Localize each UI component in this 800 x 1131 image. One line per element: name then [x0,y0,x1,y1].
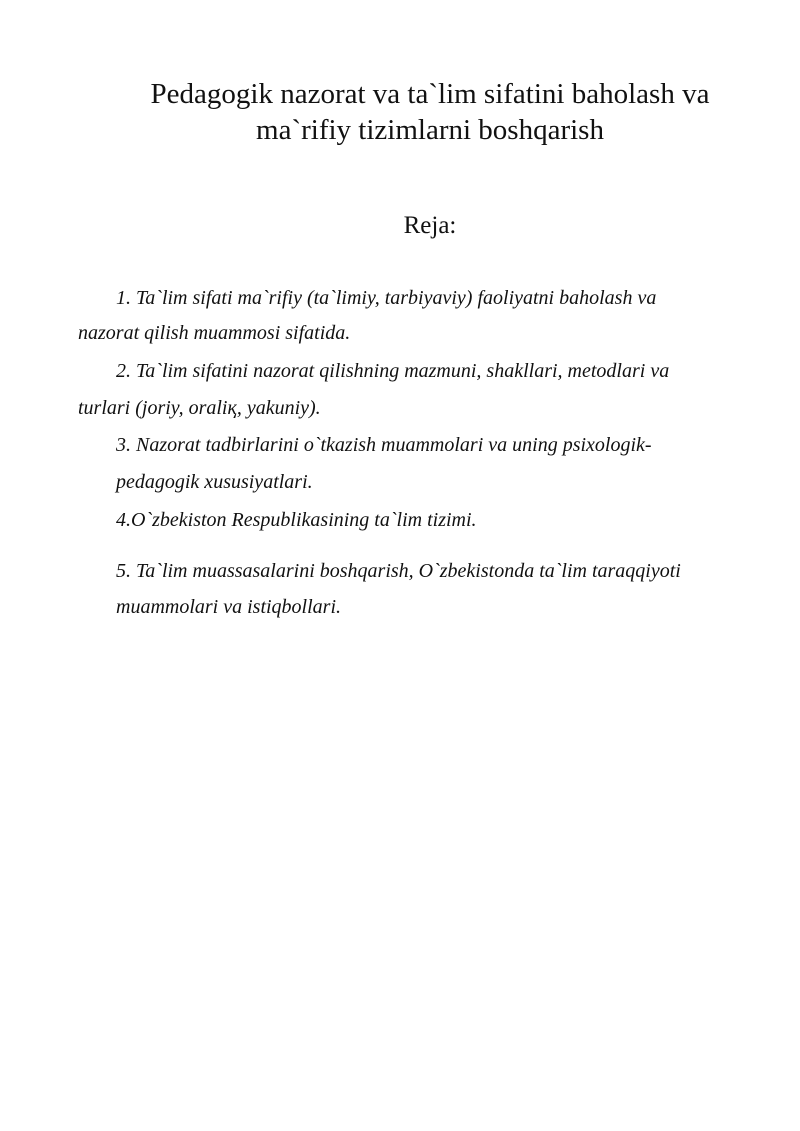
plan-item-3-line-2: pedagogik xususiyatlari. [116,471,313,493]
document-title-line-2: ma`rifiy tizimlarni boshqarish [256,114,604,146]
plan-item-1-line-1: 1. Ta`lim sifati ma`rifiy (ta`limiy, tarbiyaviy) faoliyatni baholash va [116,287,657,309]
document-title-line-1: Pedagogik nazorat va ta`lim sifatini baholash va [150,78,710,110]
document-title [100,76,760,148]
plan-item-3-line-1: 3. Nazorat tadbirlarini o`tkazish muammolari va uning psixologik- [116,434,652,456]
plan-heading: Reja: [403,212,457,239]
plan-item-4-line-1: 4.O`zbekiston Respublikasining ta`lim tizimi. [116,509,477,531]
plan-item-1-line-2: nazorat qilish muammosi sifatida. [78,322,351,344]
plan-item-2-line-1: 2. Ta`lim sifatini nazorat qilishning mazmuni, shakllari, metodlari va [116,360,670,382]
plan-item-2-line-2: turlari (joriy, oraliқ, yakuniy). [78,397,321,419]
plan-item-5-line-1: 5. Ta`lim muassasalarini boshqarish, O`zbekistonda ta`lim taraqqiyoti [116,560,681,582]
plan-item-5-line-2: muammolari va istiqbollari. [116,596,342,618]
